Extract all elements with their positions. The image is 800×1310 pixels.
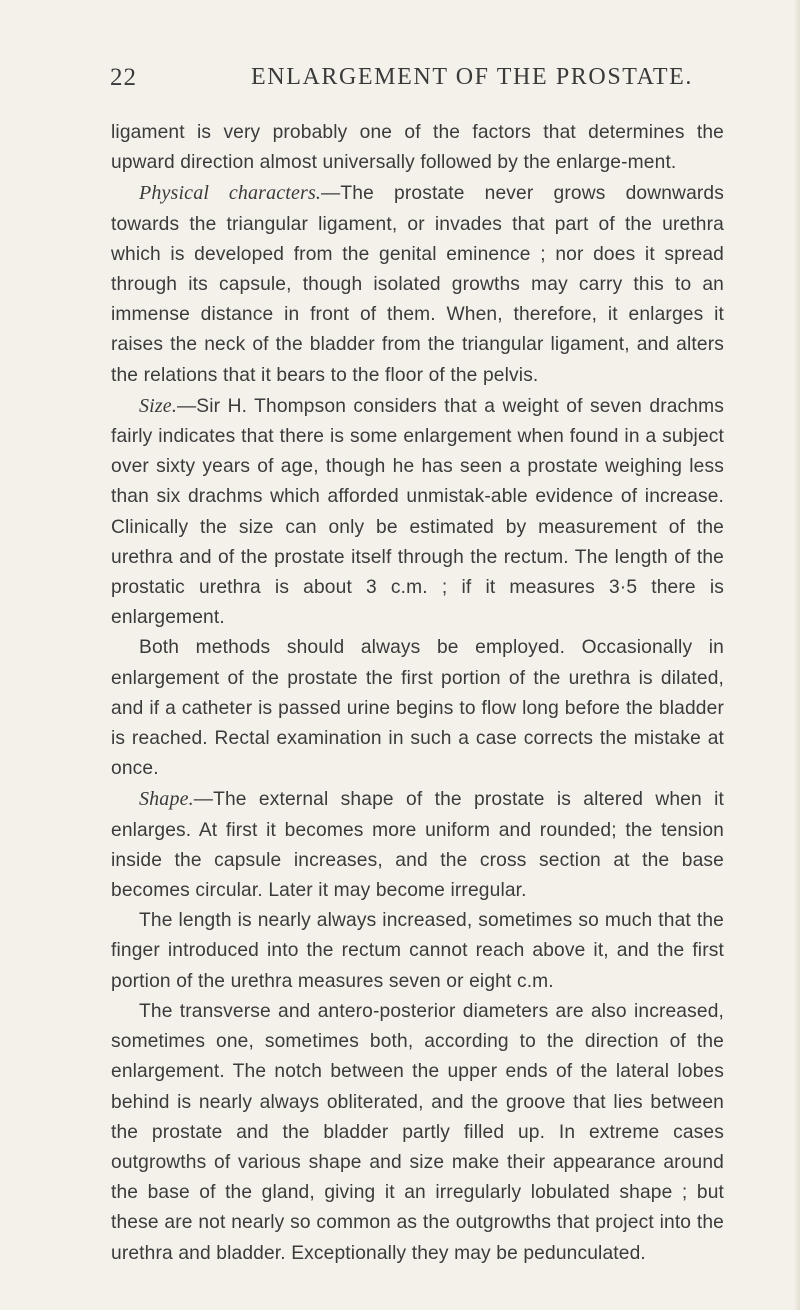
paragraph-text: —Sir H. Thompson considers that a weight of seven drachms fairly indicates that there is some enlargement when found in a subject over sixty years of age, though he has seen a prostate weighing less than six drachms which afforded unmistak-able evidence of increase. Clinically the size can only be estimated by measurement of the urethra and of the prostate itself through the rectum. The length of the prostatic urethra is about 3 c.m. ; if it measures 3·5 there is enlargement. [111,395,724,629]
paragraph-shape [111,784,724,906]
paragraph-physical-characters [111,178,724,390]
section-heading-shape: Shape. [139,788,194,811]
paragraph-1 [111,118,724,178]
paragraph-diameters [111,997,724,1269]
page-header [0,64,800,104]
paragraph-text: —The prostate never grows downwards towards the triangular ligament, or invades that part of the urethra which is developed from the genital eminence ; nor does it spread through its capsule, though isolated growths may carry this to an immense distance in front of them. When, therefore, it enlarges it raises the neck of the bladder from the triangular ligament, and alters the relations that it bears to the floor of the pelvis. [111,183,724,386]
paragraph-text: —The external shape of the prostate is altered when it enlarges. At first it becomes more uniform and rounded; the tension inside the capsule increases, and the cross section at the base becomes circular. Later it may become irregular. [111,789,724,902]
paragraph-text: The transverse and antero-posterior diameters are also increased, sometimes one, sometimes both, according to the direction of the enlargement. The notch between the upper ends of the lateral lobes behind is nearly always obliterated, and the groove that lies between the prostate and the bladder partly filled up. In extreme cases outgrowths of various shape and size make their appearance around the base of the gland, giving it an irregularly lobulated shape ; but these are not nearly so common as the outgrowths that project into the urethra and bladder. Exceptionally they may be pedunculated. [111,1000,724,1264]
running-head: ENLARGEMENT OF THE PROSTATE. [251,64,694,90]
body-text [111,118,724,1269]
paragraph-size [111,391,724,634]
section-heading-size: Size. [139,394,177,417]
paragraph-methods [111,633,724,784]
page-edge-shadow [794,0,800,1310]
paragraph-text: The length is nearly always increased, sometimes so much that the finger introduced into the rectum cannot reach above it, and the first portion of the urethra measures seven or eight c.m. [111,910,724,992]
section-heading-physical-characters: Physical characters. [139,182,322,205]
paragraph-text: Both methods should always be employed. Occasionally in enlargement of the prostate the first portion of the urethra is dilated, and if a catheter is passed urine begins to flow long before the bladder is reached. Rectal examination in such a case corrects the mistake at once. [111,637,724,780]
paragraph-length [111,906,724,997]
page-number: 22 [110,64,137,91]
paragraph-text: ligament is very probably one of the factors that determines the upward direction almost universally followed by the enlarge-ment. [111,122,724,174]
